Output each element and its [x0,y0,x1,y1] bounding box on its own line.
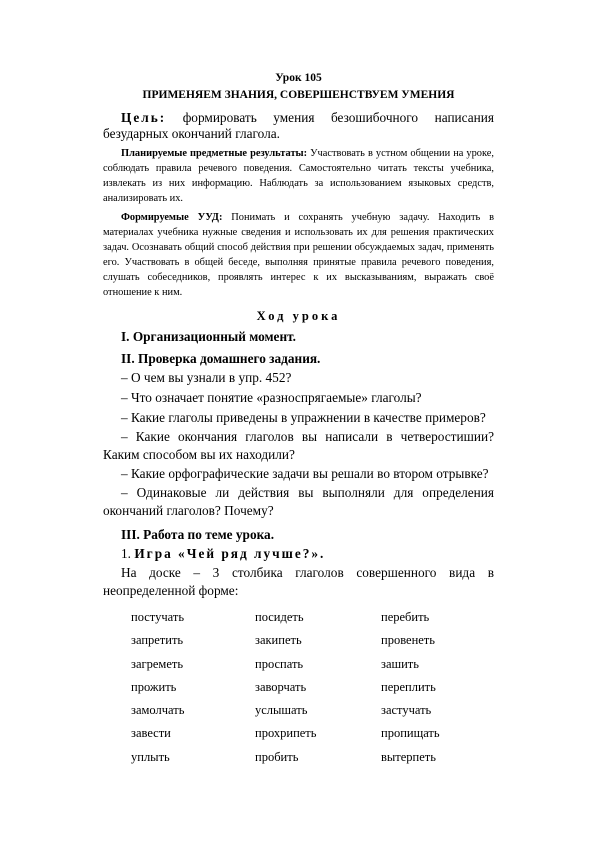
question-item: – О чем вы узнали в упр. 452? [121,370,292,385]
course-heading: Ход урока [256,309,341,323]
document-content [103,71,494,766]
game-intro: На доске – 3 столбика глаголов совершенного вида в неопределенной форме: [103,565,494,598]
planned-results-label: Планируемые предметные результаты: [121,148,308,159]
question-item: – Какие орфографические задачи вы решали во втором отрывке? [121,466,489,481]
uud-label: Формируемые УУД: [121,212,223,223]
question-item: – Какие окончания глаголов вы написали в четверостишии? Каким способом вы их находили? [103,429,494,462]
verb-item: запретить [131,633,184,648]
question-item: – Какие глаголы приведены в упражнении в качестве примеров? [121,410,486,425]
lesson-number: Урок 105 [275,72,322,84]
verb-item: пропищать [381,726,440,741]
question-item: – Что означает понятие «разноспрягаемые» глаголы? [121,390,422,405]
section-topic-work: III. Работа по теме урока. [121,527,275,542]
lesson-title: ПРИМЕНЯЕМ ЗНАНИЯ, СОВЕРШЕНСТВУЕМ УМЕНИЯ [142,89,455,101]
verb-column-1 [131,606,184,769]
verb-item: посидеть [255,610,304,624]
goal-paragraph [103,110,494,142]
verb-item: заворчать [255,679,307,694]
verb-column-2 [255,606,316,769]
game-line [103,544,494,564]
game-title: Игра «Чей ряд лучше?». [134,546,326,561]
verb-item: прохрипеть [255,726,317,741]
verb-item: замолчать [131,703,185,718]
goal-label: Цель: [121,110,167,125]
verb-item: зашить [381,656,419,671]
verb-item: постучать [131,610,185,624]
verb-item: переплить [381,679,436,694]
verb-item: завести [131,726,171,741]
verb-item: закипеть [255,633,302,648]
question-item: – Одинаковые ли действия вы выполняли для определения окончаний глаголов? Почему? [103,485,494,518]
verb-columns [103,606,494,766]
verb-item: прожить [131,679,177,694]
verb-item: услышать [255,703,308,718]
uud-text: Понимать и сохранять учебную задачу. Находить в материалах учебника нужные сведения и использовать их для решения практических задач. Осознавать общий способ действия при решении обсуждаемых задач, применять его. Участвовать в общей беседе, выполняя принятые правила речевого поведения, слушать собеседников, проявлять интерес к их высказываниям, выражать своё отношение к ним. [103,212,494,298]
section-organizational: I. Организационный момент. [121,329,296,344]
verb-item: перебить [381,610,430,624]
game-number: 1. [121,546,131,561]
section-homework-check: II. Проверка домашнего задания. [121,351,321,366]
verb-item: застучать [381,703,432,718]
verb-item: загреметь [131,656,184,671]
verb-item: вытерпеть [381,749,436,764]
verb-item: проспать [255,656,304,671]
planned-results-text: Участвовать в устном общении на уроке, соблюдать правила речевого поведения. Самостоятельно читать тексты учебника, извлекать из них информацию. Наблюдать за использованием языковых средств, анализировать их. [103,148,494,204]
verb-column-3 [381,606,440,769]
verb-item: провенеть [381,633,435,648]
goal-text: формировать умения безошибочного написания безударных окончаний глагола. [103,110,494,141]
verb-item: пробить [255,749,299,764]
planned-results-paragraph [103,146,494,206]
verb-item: уплыть [131,749,170,764]
uud-paragraph [103,210,494,300]
